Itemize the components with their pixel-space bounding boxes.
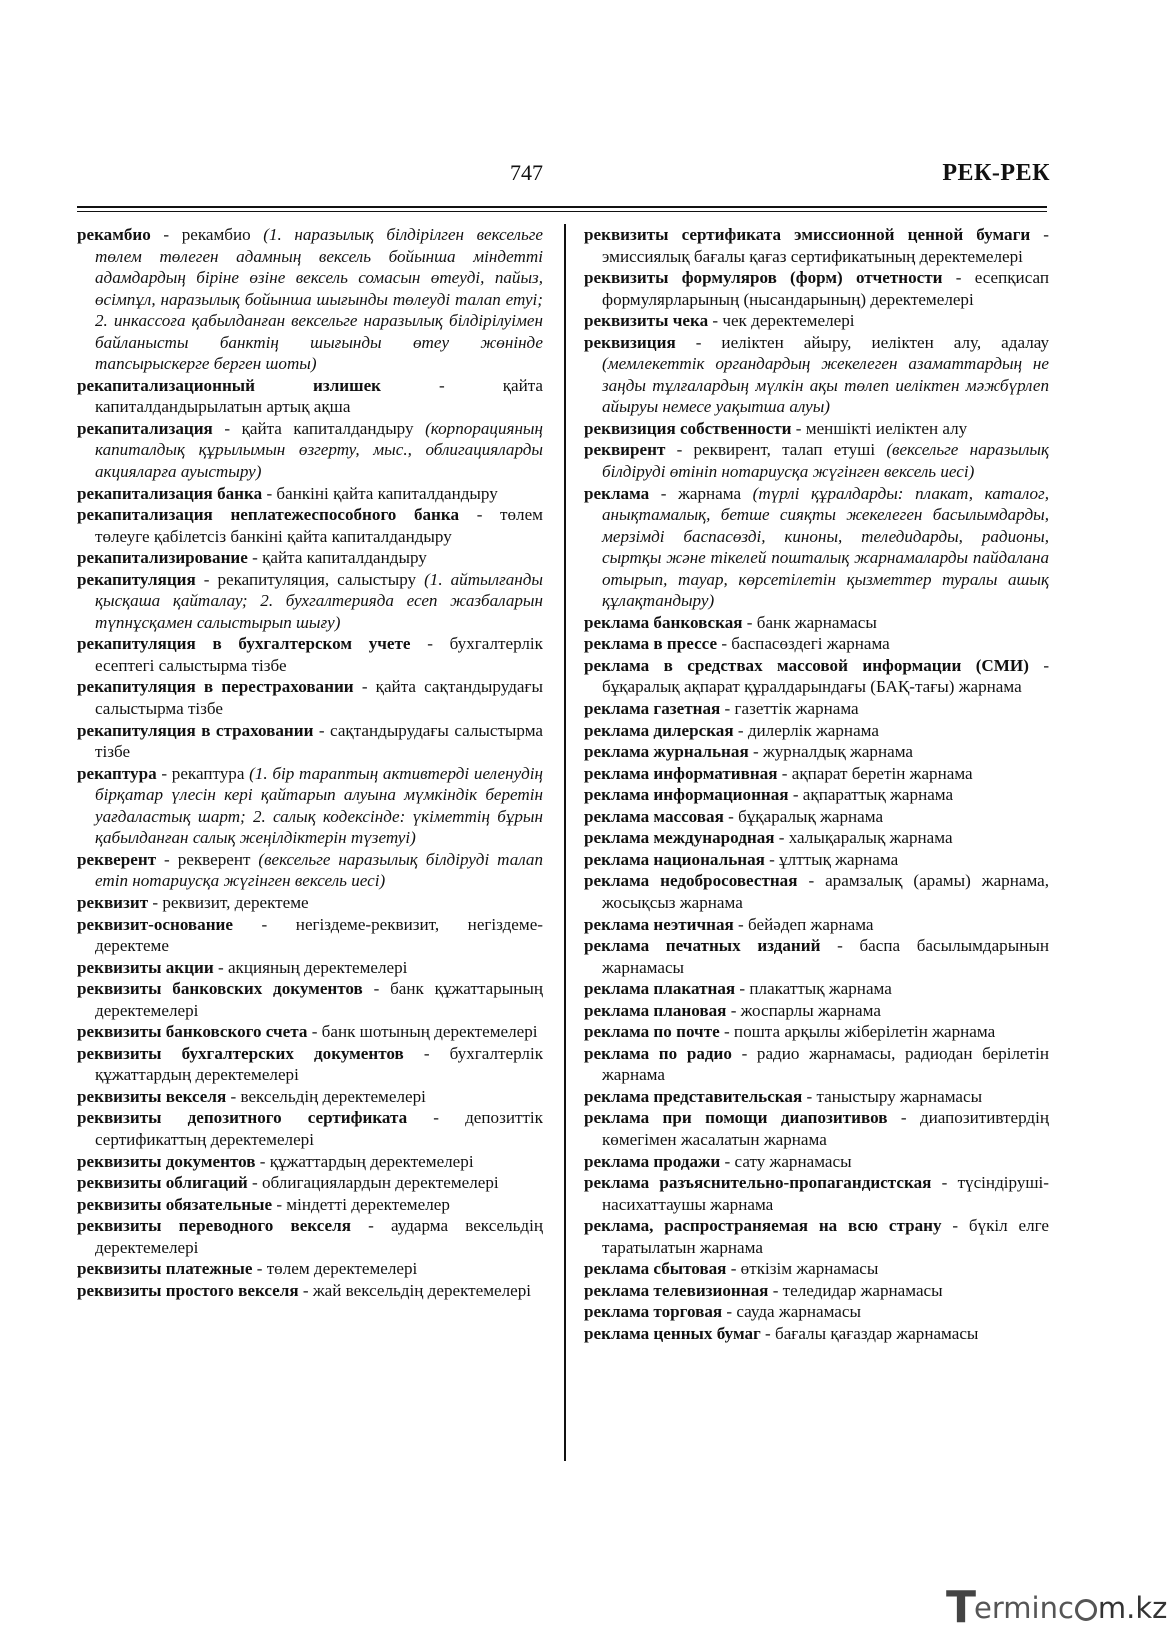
dictionary-entry [584, 418, 1049, 440]
entry-definition: - жай вексельдің деректемелері [298, 1280, 532, 1300]
entry-definition: - газеттік жарнама [720, 699, 859, 719]
entry-definition: - рекаптура [156, 763, 250, 783]
dictionary-entry [584, 827, 1049, 849]
dictionary-entry [584, 914, 1049, 936]
left-column [77, 224, 543, 1301]
dictionary-entry [584, 1021, 1049, 1043]
entry-definition: - бүкіл елге таратылатын жарнама [602, 1216, 1049, 1257]
entry-definition: - бұқаралық жарнама [723, 806, 884, 826]
dictionary-entry [77, 483, 543, 505]
entry-note: (түрлі құралдарды: плакат, каталог, анықтамалық, бетше сияқты жекелеген басылымдарды, мерзімді баспасөзді, киноны, теледидарды, радионы, сыртқы және тікелей пошталық жарнамаларды пайдалана отырып, тауар, көрсетілетін қызметтер туралы ашық құлақтандыру) [602, 483, 1050, 611]
entry-definition: - өткізім жарнамасы [726, 1259, 879, 1279]
entry-term: реквизиты бухгалтерских документов [77, 1043, 404, 1063]
dictionary-entry [77, 633, 543, 676]
entry-term: рекапитализация банка [77, 483, 263, 503]
header-rule-thin [77, 211, 1047, 212]
dictionary-entry [584, 655, 1049, 698]
page-number: 747 [510, 160, 543, 185]
entry-definition: - пошта арқылы жіберілетін жарнама [719, 1022, 996, 1042]
entry-term: реквизиты векселя [77, 1086, 227, 1106]
entry-term: реквизиты акции [77, 957, 214, 977]
entry-definition: - диапозитивтердің көмегімен жасалатын жарнама [602, 1108, 1049, 1149]
dictionary-entry [77, 1151, 543, 1173]
entry-term: реклама массовая [584, 806, 724, 826]
header-rule-thick [77, 206, 1047, 208]
dictionary-entry [77, 1280, 543, 1302]
dictionary-entry [584, 978, 1049, 1000]
dictionary-entry [584, 784, 1049, 806]
entry-term: реклама по радио [584, 1043, 732, 1063]
entry-definition: - бейәдеп жарнама [733, 914, 874, 934]
dictionary-entry [584, 1000, 1049, 1022]
dictionary-entry [77, 1021, 543, 1043]
dictionary-entry [584, 763, 1049, 785]
entry-definition: - халықаралық жарнама [774, 828, 953, 848]
entry-definition: - ұлттық жарнама [764, 849, 899, 869]
entry-definition: - бухгалтерлік есептегі салыстырма тізбе [95, 634, 543, 675]
dictionary-entry [77, 1172, 543, 1194]
entry-definition: - банк шотының деректемелері [307, 1022, 538, 1042]
dictionary-entry [584, 267, 1049, 310]
entry-definition: - міндетті деректемелер [272, 1194, 450, 1214]
entry-note: (вексельге наразылық білдіруді талап етіп нотариусқа жүгінген вексель иесі) [95, 849, 544, 891]
watermark-o-ring [1075, 1599, 1097, 1621]
dictionary-entry [584, 870, 1049, 913]
entry-definition: - есепқисап формулярларының (нысандарының) деректемелері [602, 268, 1049, 309]
entry-definition: - жоспарлы жарнама [726, 1000, 881, 1020]
dictionary-entry [584, 935, 1049, 978]
entry-definition: - бухгалтерлік құжаттардың деректемелері [95, 1043, 543, 1085]
entry-term: рекапитализационный излишек [77, 375, 382, 395]
entry-definition: - депозиттік сертификаттың деректемелері [95, 1108, 543, 1149]
entry-term: рекверент [77, 849, 157, 869]
dictionary-entry [584, 741, 1049, 763]
entry-term: реквизиция [584, 332, 676, 352]
entry-definition: - облигациялардын деректемелері [247, 1173, 499, 1193]
dictionary-entry [584, 1043, 1049, 1086]
entry-term: реквизиты переводного векселя [77, 1216, 351, 1236]
entry-term: реклама в прессе [584, 634, 718, 654]
entry-definition: - сауда жарнамасы [722, 1302, 861, 1322]
entry-definition: - қайта сақтандырудағы салыстырма тізбе [95, 677, 543, 719]
entry-term: реклама [584, 483, 650, 503]
entry-definition: - жарнама [649, 483, 753, 503]
entry-definition: - плакаттық жарнама [735, 979, 892, 999]
dictionary-entry [77, 1107, 543, 1150]
entry-term: реквизиция собственности [584, 418, 792, 438]
dictionary-entry [77, 957, 543, 979]
right-column [584, 224, 1049, 1344]
entry-term: реквирент [584, 440, 666, 460]
entry-definition: - радио жарнамасы, радиодан берілетін жарнама [602, 1043, 1049, 1085]
entry-definition: - чек деректемелері [708, 311, 855, 331]
entry-definition: - реквизит, деректеме [148, 892, 309, 912]
dictionary-entry [77, 892, 543, 914]
entry-term: реклама продажи [584, 1151, 721, 1171]
entry-definition: - банкіні қайта капиталдандыру [262, 483, 498, 503]
dictionary-entry [77, 1043, 543, 1086]
entry-definition: - рекамбио [150, 225, 264, 244]
dictionary-entry [584, 1323, 1049, 1345]
entry-definition: - бағалы қағаздар жарнамасы [760, 1323, 979, 1343]
dictionary-entry [584, 1107, 1049, 1150]
dictionary-entry [77, 978, 543, 1021]
dictionary-entry [77, 849, 543, 892]
entry-term: рекамбио [77, 225, 151, 244]
entry-term: реклама дилерская [584, 720, 734, 740]
entry-definition: - баспасөздегі жарнама [717, 634, 890, 654]
dictionary-entry [584, 310, 1049, 332]
column-divider [564, 224, 566, 1461]
entry-term: реклама сбытовая [584, 1259, 727, 1279]
entry-term: реквизиты простого векселя [77, 1280, 299, 1300]
entry-term: реклама информативная [584, 763, 778, 783]
dictionary-entry [77, 720, 543, 763]
entry-term: рекаптура [77, 763, 157, 783]
entry-term: рекапитуляция в перестраховании [77, 677, 354, 697]
entry-term: реклама неэтичная [584, 914, 734, 934]
dictionary-entry [77, 1215, 543, 1258]
entry-definition: - төлем деректемелері [252, 1259, 418, 1279]
watermark-text-b: m.kz [1097, 1591, 1167, 1625]
entry-term: реклама национальная [584, 849, 765, 869]
entry-term: реквизит [77, 892, 149, 912]
dictionary-entry [77, 375, 543, 418]
dictionary-entry [77, 1086, 543, 1108]
entry-term: реквизиты документов [77, 1151, 256, 1171]
entry-definition: - меншікті иеліктен алу [791, 418, 968, 438]
entry-definition: - аударма вексельдің деректемелері [95, 1216, 543, 1257]
dictionary-entry [77, 224, 543, 375]
entry-note: (мемлекеттік органдардың жекелеген азаматтардың не заңды тұлғалардың мүлкін ақы төлеп иеліктен мәжбүрлеп айыруы немесе уақытша алуы) [602, 354, 1049, 417]
dictionary-entry [584, 633, 1049, 655]
entry-term: реквизиты чека [584, 311, 709, 331]
entry-term: реклама печатных изданий [584, 936, 821, 956]
entry-term: реклама, распространяемая на всю страну [584, 1216, 942, 1236]
dictionary-entry [77, 418, 543, 483]
entry-definition: - қайта капиталдандыру [212, 418, 426, 438]
entry-definition: - негіздеме-реквизит, негіздеме-деректеме [95, 914, 543, 956]
dictionary-entry [584, 483, 1049, 612]
dictionary-entry [584, 1301, 1049, 1323]
dictionary-entry [584, 1172, 1049, 1215]
entry-definition: - сату жарнамасы [720, 1151, 852, 1171]
entry-definition: - дилерлік жарнама [733, 720, 879, 740]
entry-term: реклама международная [584, 828, 775, 848]
dictionary-entry [584, 224, 1049, 267]
entry-definition: - төлем төлеуге қабілетсіз банкіні қайта капиталдандыру [95, 505, 543, 546]
dictionary-entry [584, 720, 1049, 742]
entry-term: рекапитуляция в бухгалтерском учете [77, 634, 411, 654]
entry-definition: - иеліктен айыру, иеліктен алу, адалау [675, 332, 1049, 352]
entry-term: реклама информационная [584, 785, 789, 805]
entry-definition: - эмиссиялық бағалы қағаз сертификатының деректемелері [602, 225, 1049, 266]
dictionary-entry [584, 1151, 1049, 1173]
dictionary-entry [77, 569, 543, 634]
dictionary-entry [77, 1258, 543, 1280]
dictionary-entry [584, 332, 1049, 418]
entry-term: рекапитализирование [77, 548, 248, 568]
dictionary-entry [584, 1086, 1049, 1108]
entry-note: (1. айтылғанды қысқаша қайталау; 2. бухгалтерияда есеп жазбаларын түпнұсқамен салыстырып шығу) [95, 569, 543, 632]
dictionary-entry [584, 1258, 1049, 1280]
running-head: РЕК-РЕК [942, 160, 1050, 186]
entry-term: реквизиты формуляров (форм) отчетности [584, 268, 943, 288]
entry-term: реквизиты банковского счета [77, 1022, 308, 1042]
dictionary-entry [584, 806, 1049, 828]
entry-term: реклама банковская [584, 612, 743, 632]
entry-definition: - рекапитуляция, салыстыру [195, 569, 425, 589]
dictionary-entry [77, 763, 543, 849]
entry-note: (1. бір тараптың активтерді иеленудің бірқатар үлесін кері қайтарып алуына мүмкіндік беретін уағдаластық шарт; 2. салық кодексінде: үкіметтің бұрын қабылданған салық жеңілдіктерін түзетуі) [95, 763, 543, 848]
dictionary-entry [584, 698, 1049, 720]
entry-term: рекапитализация неплатежеспособного банка [77, 505, 460, 525]
entry-note: (корпорацияның капиталдық құрылымын өзгерту, мыс., облигацияларды акцияларға ауыстыру) [95, 418, 543, 482]
entry-term: реклама по почте [584, 1022, 720, 1042]
entry-term: реклама в средствах массовой информации (СМИ) [584, 655, 1029, 675]
entry-definition: - акцияның деректемелері [213, 957, 408, 977]
entry-term: реклама разъяснительно-пропагандистская [584, 1173, 932, 1193]
entry-term: реклама недобросовестная [584, 871, 798, 891]
entry-term: рекапитуляция [77, 569, 196, 589]
dictionary-entry [584, 1215, 1049, 1258]
entry-term: реклама представительская [584, 1086, 803, 1106]
entry-term: реквизиты сертификата эмиссионной ценной бумаги [584, 225, 1031, 244]
entry-definition: - баспа басылымдарынын жарнамасы [602, 936, 1049, 977]
entry-definition: - теледидар жарнамасы [768, 1280, 943, 1300]
dictionary-entry [77, 676, 543, 719]
entry-definition: - реквирент, талап етуші [665, 440, 887, 460]
entry-term: реклама плакатная [584, 979, 736, 999]
entry-term: реклама при помощи диапозитивов [584, 1108, 888, 1128]
entry-term: реквизиты обязательные [77, 1194, 273, 1214]
entry-definition: - ақпарат беретін жарнама [777, 763, 973, 783]
dictionary-entry [77, 504, 543, 547]
entry-definition: - түсіндіруші-насихаттаушы жарнама [602, 1173, 1049, 1214]
watermark-t-glyph: T [946, 1582, 977, 1633]
entry-term: реквизиты платежные [77, 1259, 253, 1279]
entry-definition: - бұқаралық ақпарат құралдарындағы (БАҚ-тағы) жарнама [602, 655, 1050, 697]
entry-note: (вексельге наразылық білдіруді өтініп нотариусқа жүгінген вексель иесі) [602, 440, 1049, 482]
dictionary-entry [77, 914, 543, 957]
watermark-text-a: erminc [974, 1591, 1074, 1625]
dictionary-entry [584, 1280, 1049, 1302]
entry-definition: - сақтандырудағы салыстырма тізбе [95, 720, 543, 762]
entry-term: реквизиты депозитного сертификата [77, 1108, 408, 1128]
entry-definition: - рекверент [156, 849, 259, 869]
entry-definition: - таныстыру жарнамасы [802, 1086, 983, 1106]
entry-definition: - құжаттардың деректемелері [255, 1151, 474, 1171]
entry-definition: - қайта капиталдандырылатын артық ақша [95, 375, 543, 417]
entry-definition: - қайта капиталдандыру [247, 548, 427, 568]
entry-term: реквизиты облигаций [77, 1173, 248, 1193]
dictionary-entry [77, 1194, 543, 1216]
entry-definition: - ақпараттық жарнама [788, 785, 954, 805]
entry-note: (1. наразылық білдірілген вексельге төлем төлеген адамның вексель бойынша міндетті адамдардың біріне өзіне вексель сомасын өтеуді, пайыз, өсімпұл, наразылық бойынша шығынды төлеуді талап етуі; 2. инкассоға қабылданған вексельге наразылық білдірілуімен байланысты банктің шығынды өтеу жөнінде тапсырыскерге берген шоты) [95, 225, 543, 374]
entry-definition: - банк жарнамасы [742, 612, 877, 632]
entry-term: реклама плановая [584, 1000, 727, 1020]
entry-term: рекапитуляция в страховании [77, 720, 314, 740]
entry-term: реклама ценных бумаг [584, 1323, 761, 1343]
entry-term: реквизит-основание [77, 914, 233, 934]
entry-definition: - арамзалық (арамы) жарнама, жосықсыз жарнама [602, 871, 1050, 912]
entry-term: реклама газетная [584, 699, 721, 719]
entry-definition: - вексельдің деректемелері [226, 1086, 426, 1106]
entry-term: рекапитализация [77, 418, 213, 438]
entry-term: реклама журнальная [584, 742, 749, 762]
entry-term: реклама торговая [584, 1302, 723, 1322]
entry-term: реквизиты банковских документов [77, 979, 363, 999]
entry-term: реклама телевизионная [584, 1280, 769, 1300]
dictionary-entry [584, 439, 1049, 482]
dictionary-entry [584, 849, 1049, 871]
dictionary-entry [584, 612, 1049, 634]
dictionary-entry [77, 547, 543, 569]
watermark-logo [946, 1582, 1167, 1633]
entry-definition: - журналдық жарнама [748, 742, 913, 762]
entry-definition: - банк құжаттарының деректемелері [95, 979, 544, 1020]
